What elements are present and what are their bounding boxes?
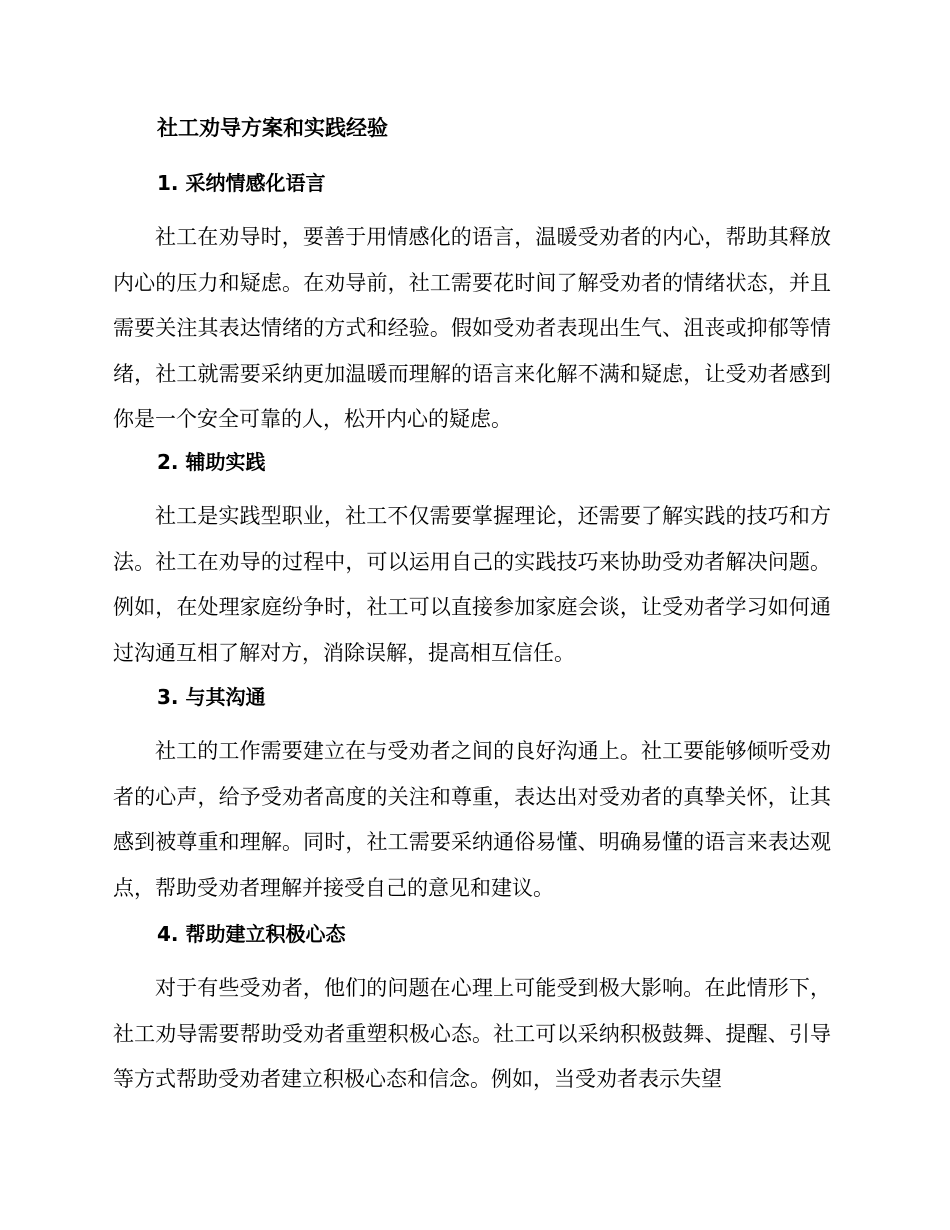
- document-title: 社工劝导方案和实践经验: [157, 116, 388, 140]
- section-paragraph-4: 对于有些受劝者，他们的问题在心理上可能受到极大影响。在此情形下，社工劝导需要帮助受劝者重塑积极心态。社工可以采纳积极鼓舞、提醒、引导等方式帮助受劝者建立积极心态和信念。例如，当受劝者表示失望: [113, 976, 831, 1091]
- section-heading-4: 4. 帮助建立积极心态: [157, 922, 346, 946]
- section-heading-2: 2. 辅助实践: [157, 450, 266, 474]
- section-paragraph-1: 社工在劝导时，要善于用情感化的语言，温暖受劝者的内心，帮助其释放内心的压力和疑虑。在劝导前，社工需要花时间了解受劝者的情绪状态，并且需要关注其表达情绪的方式和经验。假如受劝者表现出生气、沮丧或抑郁等情绪，社工就需要采纳更加温暖而理解的语言来化解不满和疑虑，让受劝者感到你是一个安全可靠的人，松开内心的疑虑。: [113, 225, 831, 431]
- section-heading-1: 1. 采纳情感化语言: [157, 171, 326, 195]
- section-heading-3: 3. 与其沟通: [157, 685, 266, 709]
- section-paragraph-3: 社工的工作需要建立在与受劝者之间的良好沟通上。社工要能够倾听受劝者的心声，给予受劝者高度的关注和尊重，表达出对受劝者的真挚关怀，让其感到被尊重和理解。同时，社工需要采纳通俗易懂、明确易懂的语言来表达观点，帮助受劝者理解并接受自己的意见和建议。: [113, 739, 831, 900]
- section-paragraph-2: 社工是实践型职业，社工不仅需要掌握理论，还需要了解实践的技巧和方法。社工在劝导的过程中，可以运用自己的实践技巧来协助受劝者解决问题。例如，在处理家庭纷争时，社工可以直接参加家庭会谈，让受劝者学习如何通过沟通互相了解对方，消除误解，提高相互信任。: [113, 504, 831, 665]
